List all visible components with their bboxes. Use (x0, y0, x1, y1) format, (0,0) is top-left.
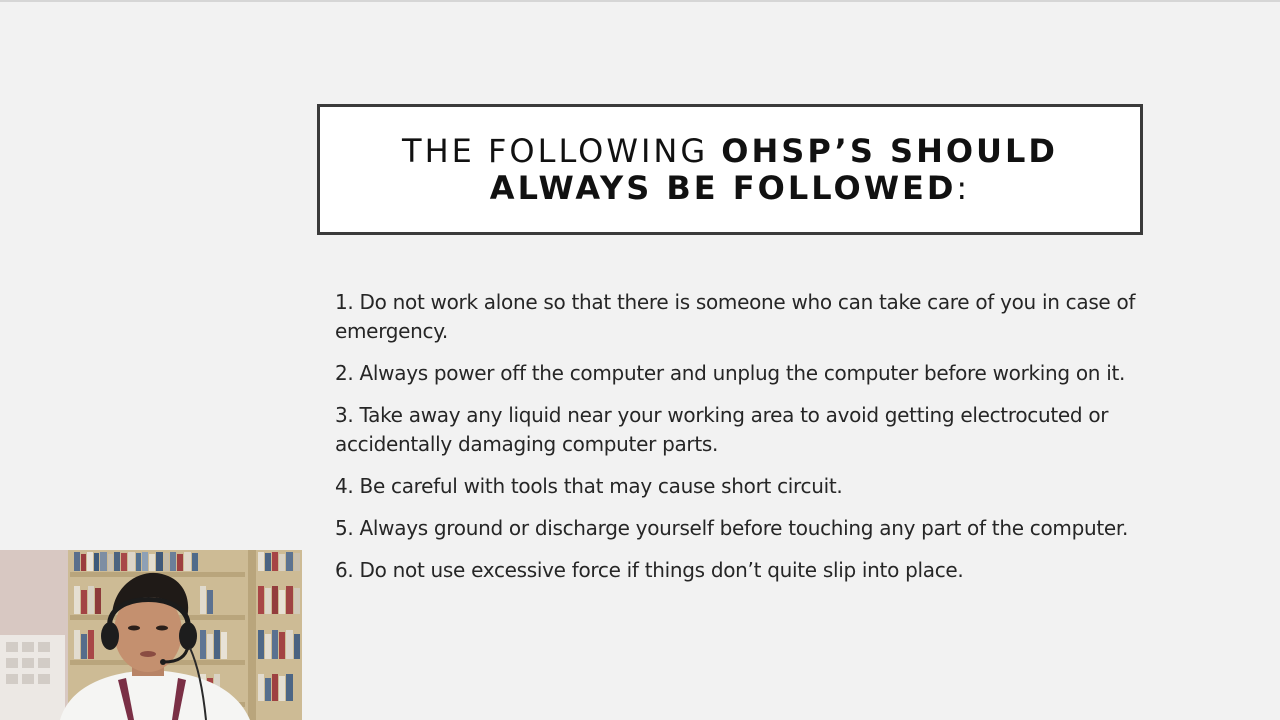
list-item: 2. Always power off the computer and unplug the computer before working on it. (335, 361, 1126, 385)
slide-title-box (317, 104, 1143, 235)
title-normal-text: THE FOLLOWING (402, 131, 722, 170)
title-colon: : (956, 168, 971, 207)
title-bold-text: OHSP’S SHOULD ALWAYS BE FOLLOWED (489, 131, 1058, 207)
list-item: 3. Take away any liquid near your working area to avoid getting electrocuted or accidentally damaging computer parts. (335, 403, 1109, 456)
list-item: 5. Always ground or discharge yourself before touching any part of the computer. (335, 516, 1129, 540)
list-item: 1. Do not work alone so that there is someone who can take care of you in case of emergency. (335, 290, 1136, 343)
list-item: 6. Do not use excessive force if things don’t quite slip into place. (335, 558, 964, 582)
list-item: 4. Be careful with tools that may cause short circuit. (335, 474, 843, 498)
presenter-webcam-video (0, 550, 302, 720)
webcam-picture (0, 550, 302, 720)
top-divider (0, 0, 1280, 2)
ohsp-list (335, 288, 1155, 598)
slide-title (320, 133, 1140, 207)
